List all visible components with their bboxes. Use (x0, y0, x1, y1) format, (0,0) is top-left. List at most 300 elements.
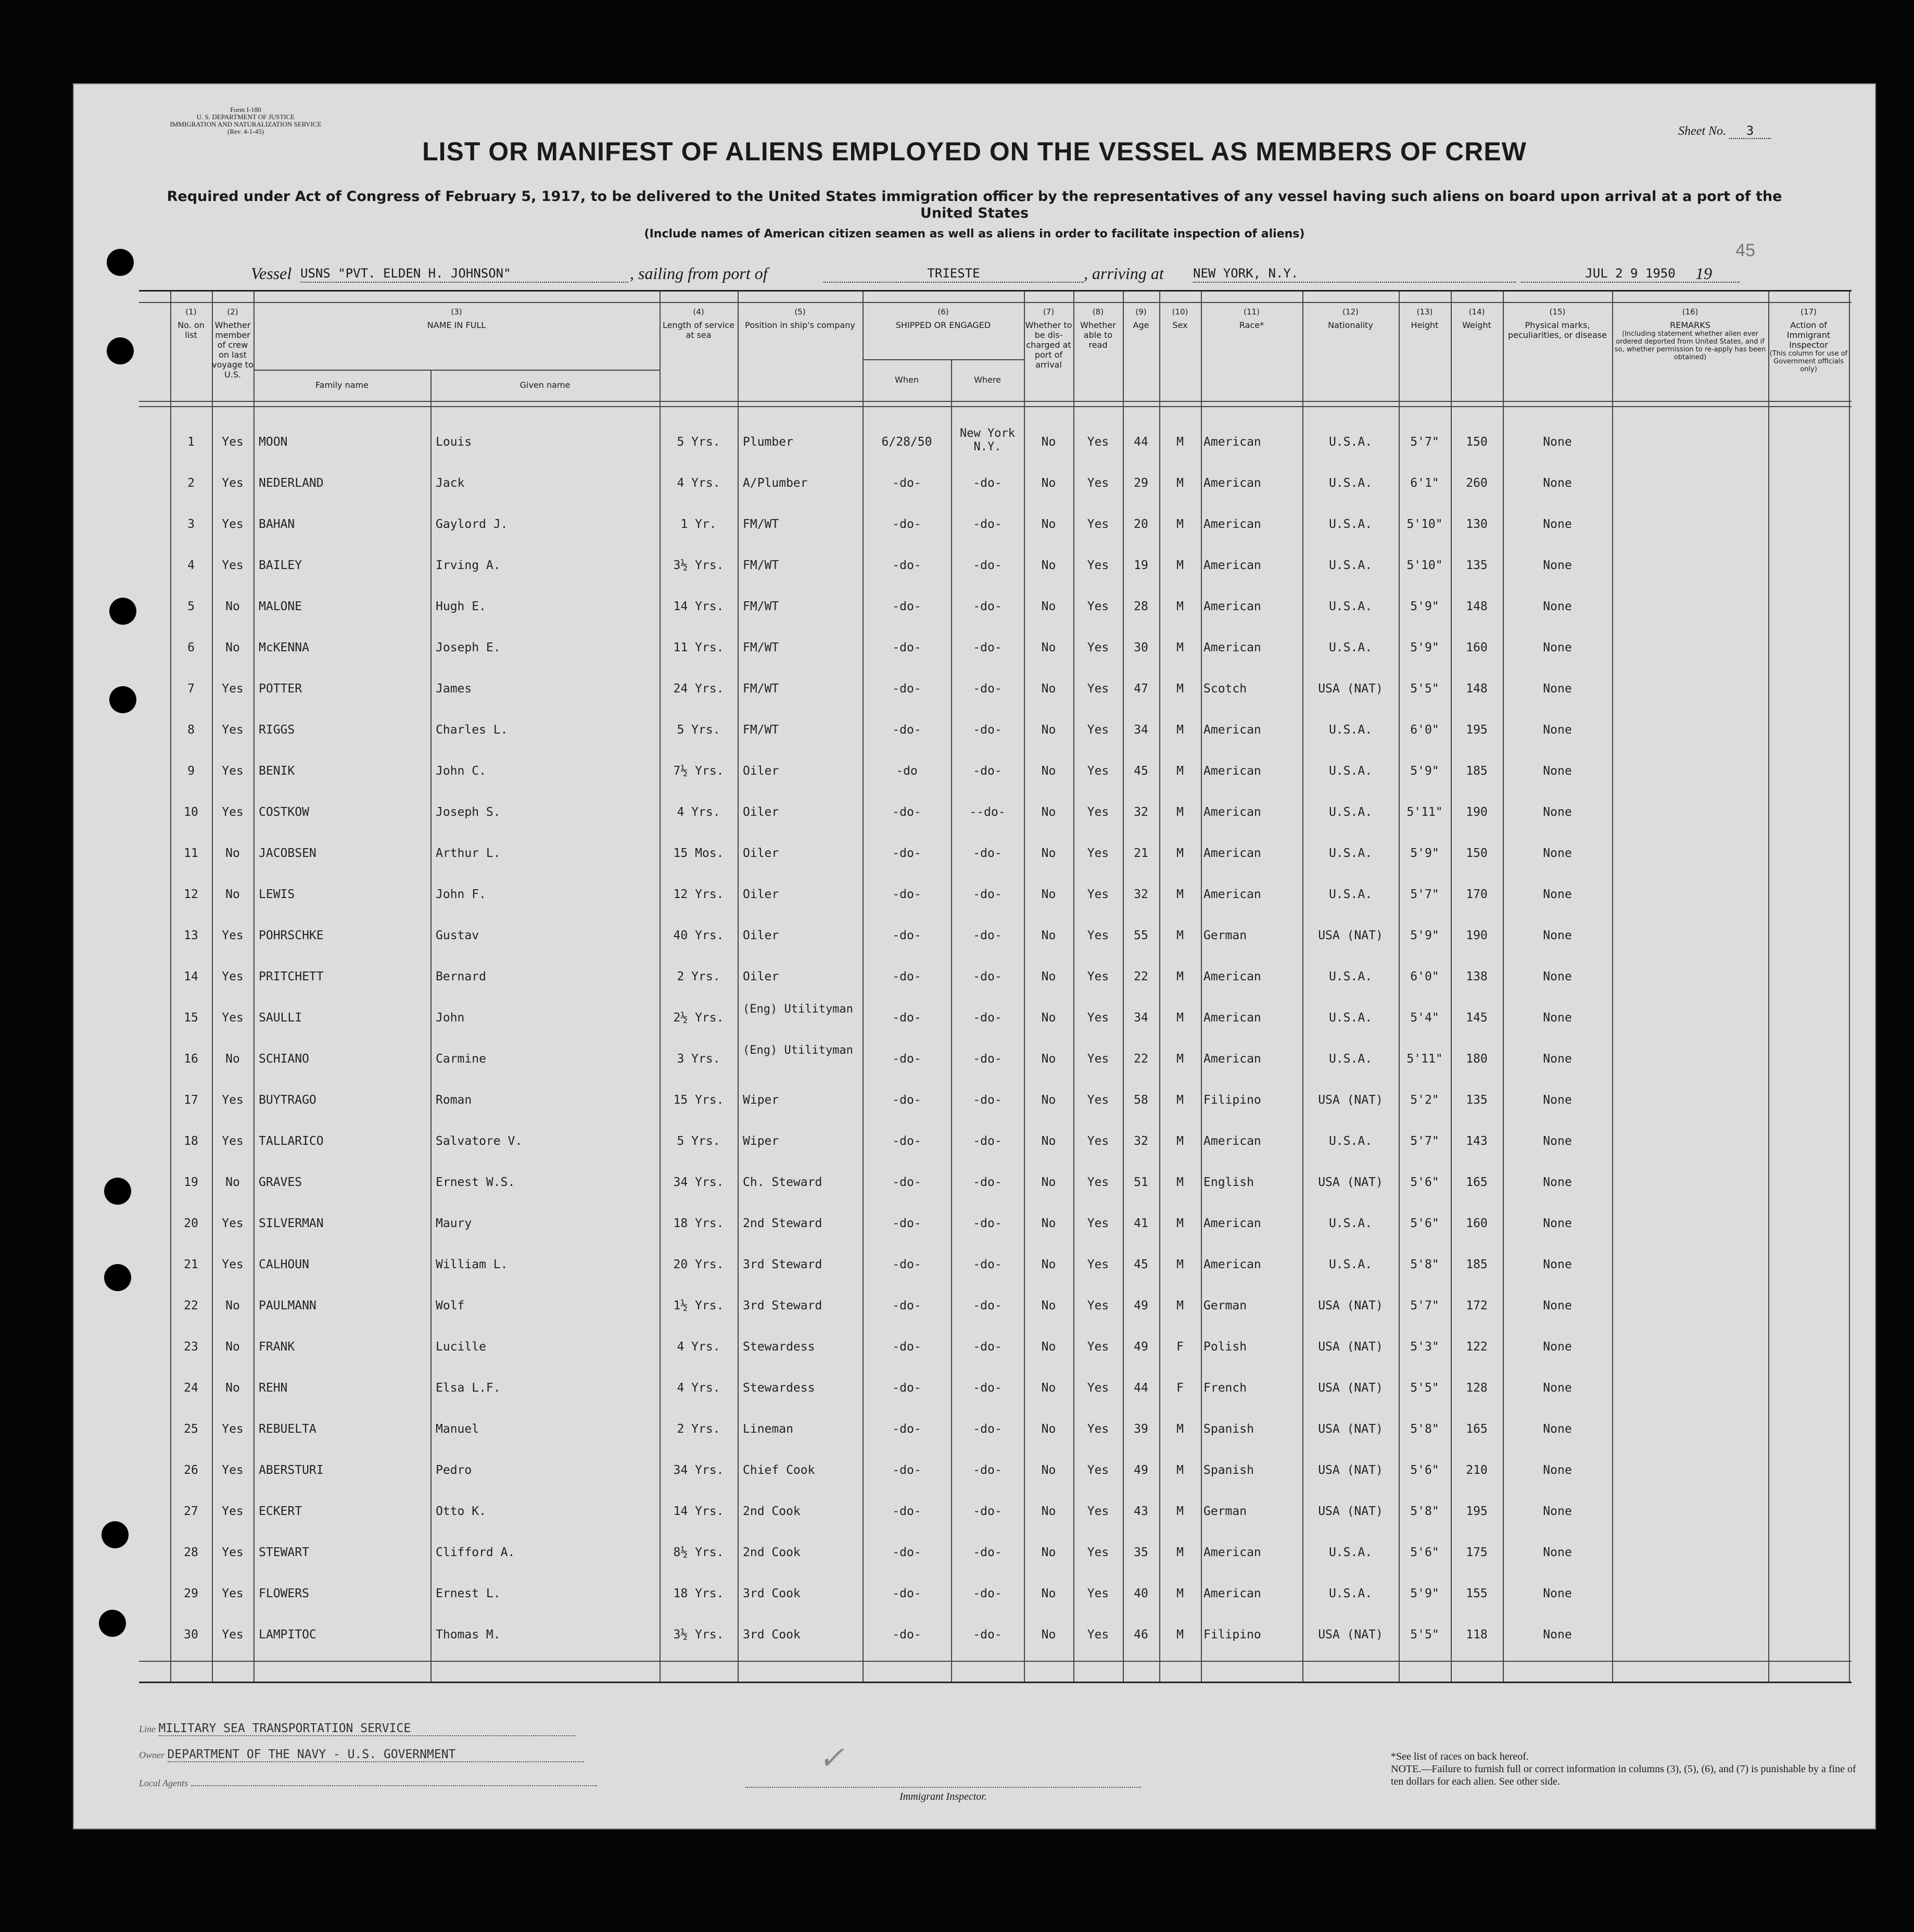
height-cell: 5'6" (1410, 1176, 1439, 1189)
age-cell: 34 (1134, 1011, 1148, 1025)
race-cell: American (1203, 764, 1261, 778)
row-number-cell: 25 (184, 1422, 198, 1436)
discharged-cell: No (1041, 1258, 1056, 1271)
height-cell: 5'9" (1410, 641, 1439, 654)
shipped-where-cell: -do- (973, 1299, 1002, 1312)
punch-hole (109, 686, 136, 713)
family-name-cell: BUYTRAGO (259, 1093, 316, 1107)
sex-cell: M (1176, 600, 1184, 613)
last-voyage-cell: No (225, 1299, 240, 1312)
given-name-cell: Louis (436, 435, 472, 449)
physical-marks-cell: None (1543, 1011, 1572, 1025)
discharged-cell: No (1041, 517, 1056, 531)
height-cell: 5'9" (1410, 1587, 1439, 1600)
last-voyage-cell: Yes (222, 1134, 244, 1148)
given-name-cell: Elsa L.F. (436, 1381, 501, 1395)
race-cell: American (1203, 888, 1261, 901)
physical-marks-cell: None (1543, 1381, 1572, 1395)
height-cell: 5'9" (1410, 764, 1439, 778)
form-id-line: Form I-180 (230, 106, 261, 113)
nationality-cell: USA (NAT) (1318, 1505, 1383, 1518)
last-voyage-cell: No (225, 888, 240, 901)
weight-cell: 195 (1466, 1505, 1488, 1518)
age-cell: 32 (1134, 805, 1148, 819)
able-to-read-cell: Yes (1087, 559, 1109, 572)
table-row (139, 915, 1852, 956)
race-cell: American (1203, 1258, 1261, 1271)
last-voyage-cell: No (225, 600, 240, 613)
row-number-cell: 3 (187, 517, 195, 531)
family-name-cell: SCHIANO (259, 1052, 309, 1066)
height-cell: 5'8" (1410, 1422, 1439, 1436)
family-name-cell: BAHAN (259, 517, 295, 531)
race-cell: German (1203, 929, 1247, 942)
given-name-cell: Joseph S. (436, 805, 501, 819)
nationality-cell: U.S.A. (1328, 764, 1373, 778)
table-row (139, 1573, 1852, 1614)
header-position: (5) Position in ship's company (745, 307, 855, 330)
sex-cell: M (1176, 888, 1184, 901)
height-cell: 5'8" (1410, 1505, 1439, 1518)
sheet-number-value: 3 (1729, 123, 1771, 139)
age-cell: 44 (1134, 1381, 1148, 1395)
owner-value: DEPARTMENT OF THE NAVY - U.S. GOVERNMENT (168, 1748, 584, 1762)
last-voyage-cell: No (225, 1052, 240, 1066)
nationality-cell: U.S.A. (1328, 1258, 1373, 1271)
nationality-cell: USA (NAT) (1318, 1093, 1383, 1107)
nationality-cell: U.S.A. (1328, 517, 1373, 531)
family-name-cell: GRAVES (259, 1176, 302, 1189)
discharged-cell: No (1041, 1093, 1056, 1107)
family-name-cell: LEWIS (259, 888, 295, 901)
family-name-cell: TALLARICO (259, 1134, 324, 1148)
sailing-port: TRIESTE (823, 264, 1084, 283)
age-cell: 49 (1134, 1299, 1148, 1312)
physical-marks-cell: None (1543, 435, 1572, 449)
nationality-cell: U.S.A. (1328, 1587, 1373, 1600)
sex-cell: M (1176, 1217, 1184, 1230)
header-shipped: (6) SHIPPED OR ENGAGED (895, 307, 991, 330)
position-cell: (Eng) Utilityman (743, 1003, 853, 1016)
shipped-when-cell: -do (896, 764, 918, 778)
owner-field (139, 1748, 584, 1762)
shipped-when-cell: -do- (892, 929, 921, 942)
stamp-number: 45 (1735, 241, 1755, 260)
service-length-cell: 15 Mos. (673, 847, 724, 860)
table-rule (863, 359, 1024, 360)
able-to-read-cell: Yes (1087, 1463, 1109, 1477)
service-length-cell: 8½ Yrs. (673, 1546, 724, 1559)
header-sex: (10) Sex (1172, 307, 1188, 330)
family-name-cell: ABERSTURI (259, 1463, 324, 1477)
shipped-where-cell: -do- (973, 682, 1002, 696)
table-row (139, 1244, 1852, 1285)
age-cell: 28 (1134, 600, 1148, 613)
service-length-cell: 24 Yrs. (673, 682, 724, 696)
given-name-cell: Lucille (436, 1340, 486, 1354)
row-number-cell: 15 (184, 1011, 198, 1025)
table-row (139, 586, 1852, 627)
sailing-label: , sailing from port of (630, 264, 768, 283)
shipped-where-cell: -do- (973, 559, 1002, 572)
race-cell: German (1203, 1505, 1247, 1518)
weight-cell: 260 (1466, 476, 1488, 490)
last-voyage-cell: Yes (222, 1093, 244, 1107)
family-name-cell: ECKERT (259, 1505, 302, 1518)
age-cell: 44 (1134, 435, 1148, 449)
row-number-cell: 30 (184, 1628, 198, 1641)
position-cell: Oiler (743, 929, 779, 942)
weight-cell: 170 (1466, 888, 1488, 901)
row-number-cell: 7 (187, 682, 195, 696)
inspector-label: Immigrant Inspector. (745, 1787, 1141, 1803)
weight-cell: 185 (1466, 764, 1488, 778)
physical-marks-cell: None (1543, 600, 1572, 613)
position-cell: Oiler (743, 888, 779, 901)
discharged-cell: No (1041, 1422, 1056, 1436)
position-cell: FM/WT (743, 517, 779, 531)
discharged-cell: No (1041, 805, 1056, 819)
row-number-cell: 17 (184, 1093, 198, 1107)
inspector-signature: ✓ (818, 1740, 845, 1776)
shipped-when-cell: -do- (892, 970, 921, 983)
physical-marks-cell: None (1543, 1546, 1572, 1559)
row-number-cell: 11 (184, 847, 198, 860)
race-cell: Spanish (1203, 1463, 1254, 1477)
last-voyage-cell: No (225, 1340, 240, 1354)
row-number-cell: 10 (184, 805, 198, 819)
nationality-cell: U.S.A. (1328, 559, 1373, 572)
position-cell: FM/WT (743, 723, 779, 737)
service-length-cell: 20 Yrs. (673, 1258, 724, 1271)
weight-cell: 190 (1466, 805, 1488, 819)
shipped-when-cell: -do- (892, 1628, 921, 1641)
table-row (139, 1121, 1852, 1161)
height-cell: 5'5" (1410, 1381, 1439, 1395)
nationality-cell: U.S.A. (1328, 1011, 1373, 1025)
shipped-where-cell: --do- (969, 805, 1006, 819)
service-length-cell: 2½ Yrs. (673, 1011, 724, 1025)
age-cell: 22 (1134, 1052, 1148, 1066)
family-name-cell: FRANK (259, 1340, 295, 1354)
header-service: (4) Length of service at sea (662, 307, 735, 340)
position-cell: Wiper (743, 1134, 779, 1148)
row-number-cell: 18 (184, 1134, 198, 1148)
race-cell: Scotch (1203, 682, 1247, 696)
sex-cell: M (1176, 1176, 1184, 1189)
able-to-read-cell: Yes (1087, 1587, 1109, 1600)
discharged-cell: No (1041, 929, 1056, 942)
shipped-where-cell: -do- (973, 1093, 1002, 1107)
discharged-cell: No (1041, 1505, 1056, 1518)
shipped-where-cell: -do- (973, 641, 1002, 654)
shipped-when-cell: -do- (892, 1340, 921, 1354)
table-row (139, 627, 1852, 668)
physical-marks-cell: None (1543, 1176, 1572, 1189)
shipped-when-cell: -do- (892, 847, 921, 860)
weight-cell: 138 (1466, 970, 1488, 983)
table-rule (139, 302, 1852, 303)
nationality-cell: USA (NAT) (1318, 1628, 1383, 1641)
position-cell: 2nd Cook (743, 1546, 801, 1559)
race-cell: Spanish (1203, 1422, 1254, 1436)
height-cell: 5'4" (1410, 1011, 1439, 1025)
discharged-cell: No (1041, 723, 1056, 737)
nationality-cell: USA (NAT) (1318, 682, 1383, 696)
sex-cell: F (1176, 1381, 1184, 1395)
able-to-read-cell: Yes (1087, 1134, 1109, 1148)
able-to-read-cell: Yes (1087, 847, 1109, 860)
weight-cell: 155 (1466, 1587, 1488, 1600)
table-row (139, 1532, 1852, 1573)
position-cell: Stewardess (743, 1340, 815, 1354)
service-length-cell: 7½ Yrs. (673, 764, 724, 778)
row-number-cell: 12 (184, 888, 198, 901)
given-name-cell: Gaylord J. (436, 517, 508, 531)
nationality-cell: USA (NAT) (1318, 1340, 1383, 1354)
race-cell: American (1203, 1011, 1261, 1025)
last-voyage-cell: Yes (222, 1546, 244, 1559)
shipped-where-cell: -do- (973, 1011, 1002, 1025)
shipped-where-cell: -do- (973, 1546, 1002, 1559)
weight-cell: 175 (1466, 1546, 1488, 1559)
table-rule (253, 370, 660, 371)
given-name-cell: Ernest W.S. (436, 1176, 515, 1189)
given-name-cell: James (436, 682, 472, 696)
age-cell: 51 (1134, 1176, 1148, 1189)
header-remarks: (16) REMARKS (Including statement whether alien ever ordered deported from United States, and if so, whether permission to re-apply has been obtained) (1614, 307, 1766, 361)
nationality-cell: U.S.A. (1328, 723, 1373, 737)
last-voyage-cell: Yes (222, 559, 244, 572)
last-voyage-cell: No (225, 847, 240, 860)
race-cell: American (1203, 970, 1261, 983)
last-voyage-cell: Yes (222, 1463, 244, 1477)
age-cell: 29 (1134, 476, 1148, 490)
physical-marks-cell: None (1543, 847, 1572, 860)
physical-marks-cell: None (1543, 1134, 1572, 1148)
discharged-cell: No (1041, 764, 1056, 778)
service-length-cell: 2 Yrs. (677, 970, 720, 983)
age-cell: 49 (1134, 1463, 1148, 1477)
nationality-cell: USA (NAT) (1318, 929, 1383, 942)
sheet-label: Sheet No. (1678, 124, 1726, 138)
race-cell: American (1203, 1217, 1261, 1230)
position-cell: Stewardess (743, 1381, 815, 1395)
able-to-read-cell: Yes (1087, 600, 1109, 613)
race-cell: American (1203, 805, 1261, 819)
weight-cell: 165 (1466, 1176, 1488, 1189)
shipped-where-cell: -do- (973, 888, 1002, 901)
footnote (1391, 1750, 1859, 1788)
table-row (139, 1039, 1852, 1079)
able-to-read-cell: Yes (1087, 1422, 1109, 1436)
last-voyage-cell: Yes (222, 1217, 244, 1230)
age-cell: 45 (1134, 764, 1148, 778)
physical-marks-cell: None (1543, 1093, 1572, 1107)
discharged-cell: No (1041, 600, 1056, 613)
given-name-cell: Wolf (436, 1299, 465, 1312)
punch-hole (104, 1178, 131, 1205)
family-name-cell: PAULMANN (259, 1299, 316, 1312)
service-length-cell: 11 Yrs. (673, 641, 724, 654)
page-title: LIST OR MANIFEST OF ALIENS EMPLOYED ON THE VESSEL AS MEMBERS OF CREW (422, 137, 1527, 166)
punch-hole (109, 598, 136, 625)
sex-cell: M (1176, 435, 1184, 449)
family-name-cell: NEDERLAND (259, 476, 324, 490)
last-voyage-cell: No (225, 1381, 240, 1395)
discharged-cell: No (1041, 641, 1056, 654)
manifest-sheet (73, 83, 1876, 1829)
last-voyage-cell: Yes (222, 764, 244, 778)
shipped-when-cell: -do- (892, 1258, 921, 1271)
discharged-cell: No (1041, 970, 1056, 983)
punch-hole (102, 1521, 129, 1548)
nationality-cell: USA (NAT) (1318, 1176, 1383, 1189)
sex-cell: M (1176, 1299, 1184, 1312)
service-length-cell: 3 Yrs. (677, 1052, 720, 1066)
weight-cell: 172 (1466, 1299, 1488, 1312)
position-cell: 2nd Cook (743, 1505, 801, 1518)
table-row (139, 1080, 1852, 1120)
arrival-date: JUL 2 9 1950 (1521, 264, 1740, 283)
physical-marks-cell: None (1543, 1258, 1572, 1271)
shipped-where-cell: -do- (973, 1176, 1002, 1189)
family-name-cell: JACOBSEN (259, 847, 316, 860)
discharged-cell: No (1041, 1176, 1056, 1189)
table-row (139, 1450, 1852, 1491)
table-row (139, 792, 1852, 832)
shipped-when-cell: -do- (892, 1587, 921, 1600)
nationality-cell: U.S.A. (1328, 641, 1373, 654)
position-cell: 3rd Steward (743, 1299, 822, 1312)
shipped-where-cell: -do- (973, 764, 1002, 778)
header-age: (9) Age (1133, 307, 1149, 330)
shipped-when-cell: -do- (892, 1422, 921, 1436)
family-name-cell: MOON (259, 435, 288, 449)
physical-marks-cell: None (1543, 888, 1572, 901)
last-voyage-cell: No (225, 641, 240, 654)
last-voyage-cell: Yes (222, 1011, 244, 1025)
discharged-cell: No (1041, 1587, 1056, 1600)
family-name-cell: PRITCHETT (259, 970, 324, 983)
punch-hole (104, 1264, 131, 1291)
vessel-label: Vessel (251, 264, 292, 283)
shipped-when-cell: -do- (892, 476, 921, 490)
family-name-cell: SAULLI (259, 1011, 302, 1025)
service-length-cell: 14 Yrs. (673, 1505, 724, 1518)
family-name-cell: REHN (259, 1381, 288, 1395)
race-cell: Filipino (1203, 1093, 1261, 1107)
table-rule (139, 1661, 1852, 1662)
age-cell: 32 (1134, 1134, 1148, 1148)
header-discharged: (7) Whether to be dis-charged at port of arrival (1025, 307, 1072, 370)
physical-marks-cell: None (1543, 1052, 1572, 1066)
form-id-line: (Rev. 4-1-45) (227, 128, 264, 135)
discharged-cell: No (1041, 1299, 1056, 1312)
discharged-cell: No (1041, 847, 1056, 860)
age-cell: 21 (1134, 847, 1148, 860)
owner-label: Owner (139, 1750, 164, 1760)
height-cell: 5'5" (1410, 1628, 1439, 1641)
shipped-when-cell: 6/28/50 (881, 435, 932, 449)
shipped-when-cell: -do- (892, 1299, 921, 1312)
position-cell: Oiler (743, 970, 779, 983)
table-row (139, 710, 1852, 750)
agents-value-line (191, 1774, 597, 1786)
position-cell: FM/WT (743, 600, 779, 613)
race-cell: American (1203, 1546, 1261, 1559)
row-number-cell: 13 (184, 929, 198, 942)
header-no: (1) No. on list (178, 307, 205, 340)
shipped-when-cell: -do- (892, 1134, 921, 1148)
weight-cell: 165 (1466, 1422, 1488, 1436)
sex-cell: M (1176, 970, 1184, 983)
shipped-when-cell: -do- (892, 888, 921, 901)
physical-marks-cell: None (1543, 1505, 1572, 1518)
given-name-cell: Otto K. (436, 1505, 486, 1518)
race-cell: American (1203, 559, 1261, 572)
able-to-read-cell: Yes (1087, 1176, 1109, 1189)
physical-marks-cell: None (1543, 970, 1572, 983)
service-length-cell: 4 Yrs. (677, 476, 720, 490)
header-name: (3) NAME IN FULL (427, 307, 486, 330)
header-action: (17) Action of Immigrant Inspector (This column for use of Government officials only) (1769, 307, 1848, 373)
weight-cell: 150 (1466, 847, 1488, 860)
weight-cell: 128 (1466, 1381, 1488, 1395)
sex-cell: M (1176, 1546, 1184, 1559)
weight-cell: 148 (1466, 600, 1488, 613)
table-row (139, 833, 1852, 874)
family-name-cell: STEWART (259, 1546, 309, 1559)
age-cell: 20 (1134, 517, 1148, 531)
physical-marks-cell: None (1543, 1299, 1572, 1312)
able-to-read-cell: Yes (1087, 1505, 1109, 1518)
shipped-where-cell: -do- (973, 1052, 1002, 1066)
race-cell: American (1203, 476, 1261, 490)
given-name-cell: Carmine (436, 1052, 486, 1066)
able-to-read-cell: Yes (1087, 1258, 1109, 1271)
last-voyage-cell: Yes (222, 682, 244, 696)
given-name-cell: Maury (436, 1217, 472, 1230)
position-cell: 3rd Cook (743, 1587, 801, 1600)
height-cell: 5'9" (1410, 600, 1439, 613)
position-cell: Oiler (743, 847, 779, 860)
form-id-line: U. S. DEPARTMENT OF JUSTICE (196, 113, 295, 121)
table-row (139, 504, 1852, 545)
discharged-cell: No (1041, 682, 1056, 696)
table-row (139, 1409, 1852, 1449)
service-length-cell: 4 Yrs. (677, 805, 720, 819)
physical-marks-cell: None (1543, 682, 1572, 696)
arriving-label: , arriving at (1084, 264, 1164, 283)
shipped-where-cell: -do- (973, 1628, 1002, 1641)
shipped-when-cell: -do- (892, 1463, 921, 1477)
weight-cell: 195 (1466, 723, 1488, 737)
weight-cell: 130 (1466, 517, 1488, 531)
shipped-where-cell: -do- (973, 723, 1002, 737)
able-to-read-cell: Yes (1087, 1217, 1109, 1230)
race-cell: American (1203, 517, 1261, 531)
race-cell: American (1203, 847, 1261, 860)
position-cell: Ch. Steward (743, 1176, 822, 1189)
row-number-cell: 21 (184, 1258, 198, 1271)
height-cell: 6'0" (1410, 970, 1439, 983)
discharged-cell: No (1041, 1011, 1056, 1025)
service-length-cell: 18 Yrs. (673, 1587, 724, 1600)
shipped-where-cell: New York N.Y. (960, 427, 1015, 453)
service-length-cell: 4 Yrs. (677, 1340, 720, 1354)
header-where: Where (974, 375, 1001, 385)
